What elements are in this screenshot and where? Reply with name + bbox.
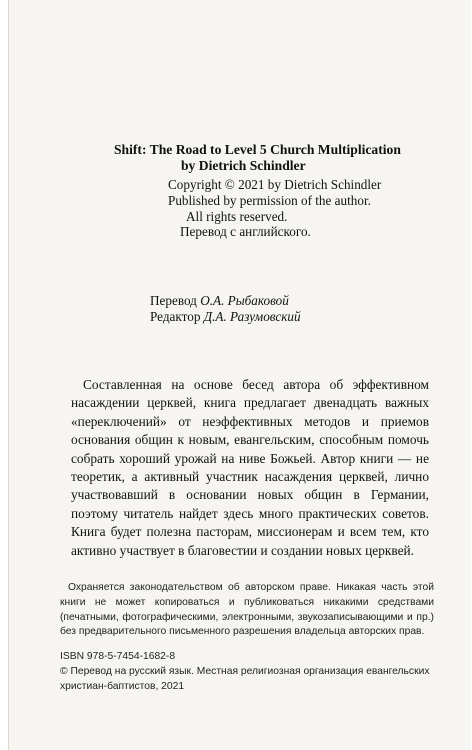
editor-label: Редактор	[150, 309, 201, 324]
rights-line: All rights reserved.	[186, 209, 288, 224]
book-annotation	[71, 376, 429, 560]
translator-credit	[150, 293, 301, 309]
editor-name: Д.А. Разумовский	[203, 309, 301, 324]
legal-notice-text: Охраняется законодательством об авторском праве. Никакая часть этой книги не может копироваться и публиковаться никакими средствами (печатными, фотографическими, электронными, звукозаписывающими и пр.) без предварительного письменного разрешения владельца авторских прав.	[60, 582, 434, 638]
book-spine	[0, 0, 8, 750]
copyright-line: Copyright © 2021 by Dietrich Schindler	[168, 177, 382, 192]
legal-notice	[60, 581, 434, 640]
credits-block	[150, 293, 301, 325]
original-title: Shift: The Road to Level 5 Church Multiplication	[114, 142, 401, 157]
permission-line: Published by permission of the author.	[168, 193, 371, 208]
copyright-block	[168, 177, 381, 225]
translator-label: Перевод	[150, 293, 197, 308]
original-author: by Dietrich Schindler	[181, 158, 306, 173]
translator-name: О.А. Рыбаковой	[200, 293, 289, 308]
isbn-block	[60, 650, 440, 694]
annotation-text: Составленная на основе бесед автора об эффективном насаждении церквей, книга предлагает двенадцать важных «переключений» от неэффективных методов и приемов основания общин к новым, евангельским, способным помочь собрать хороший урожай на ниве Божьей. Автор книги — не теоретик, а активный участник насаждения церквей, лично участвовавший в основании новых общин в Германии, поэтому читатель найдет здесь много практических советов. Книга будет полезна пасторам, миссионерам и всем тем, кто активно участвует в благовестии и создании новых церквей.	[71, 377, 429, 558]
translation-copyright: © Перевод на русский язык. Местная религиозная организация евангельских христиан-баптистов, 2021	[60, 665, 430, 692]
original-title-block	[114, 142, 414, 174]
translation-note: Перевод с английского.	[180, 224, 311, 239]
editor-credit	[150, 309, 301, 325]
isbn-number: ISBN 978-5-7454-1682-8	[60, 651, 176, 662]
book-page	[8, 0, 471, 750]
